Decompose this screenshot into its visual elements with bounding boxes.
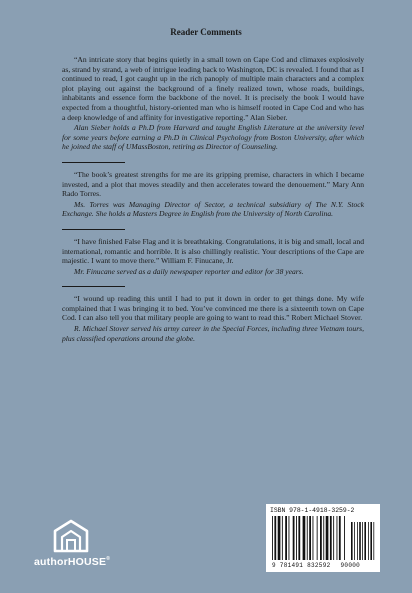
comments-body: [62, 55, 364, 343]
comment-bio: R. Michael Stover served his army career in the Special Forces, including three Vietnam tours, plus classified operations around the globe.: [62, 324, 364, 343]
barcode-icon: [271, 516, 375, 562]
ean-label: 9 781491 832592 90000: [272, 562, 361, 569]
publisher-logo: [34, 519, 114, 579]
divider: [62, 286, 125, 287]
house-logo-icon: [52, 519, 90, 553]
comment-bio: Alan Sieber holds a Ph.D from Harvard and taught English Literature at the university level for some years before earning a Ph.D in Clinical Psychology from Boston University, after which he joined the staff of UMassBoston, retiring as Director of Counseling.: [62, 123, 364, 152]
comment-quote: “I wound up reading this until I had to put it down in order to get things done. My wife complained that I was bringing it to bed. You’ve convinced me there is a sixteenth town on Cape Cod. I can also tell you that military people are going to want to read this.” Robert Michael Stover.: [62, 294, 364, 323]
comment-quote: “An intricate story that begins quietly in a small town on Cape Cod and climaxes explosively as, strand by strand, a web of intrigue leading back to Washington, DC is revealed. I found that as I continued to read, I got caught up in the rich panoply of multiple main characters and a complex plot playing out against the background of a finely realized town, whose roads, buildings, inhabitants and essence form the backbone of the novel. It is precisely the book I would have expected from a thoughtful, history-oriented man who is himself rooted in Cape Cod and who has a deep knowledge of and affinity for investigative reporting.” Alan Sieber.: [62, 55, 364, 122]
isbn-label: ISBN 978-1-4918-3259-2: [270, 507, 355, 514]
divider: [62, 229, 125, 230]
publisher-name: authorHOUSE®: [34, 556, 111, 568]
comment-bio: Mr. Finucane served as a daily newspaper reporter and editor for 38 years.: [74, 266, 304, 276]
page-title: Reader Comments: [170, 27, 242, 37]
divider: [62, 162, 125, 163]
comment-quote: “I have finished False Flag and it is breathtaking. Congratulations, it is big and small, local and international, romantic and horrible. It is also chillingly realistic. Your descriptions of the Cape are majestic. I want to move there.” William F. Finucane, Jr.: [62, 236, 364, 266]
comment-quote: “The book’s greatest strengths for me are its gripping premise, characters in which I became invested, and a plot that moves steadily and then accelerates toward the denouement.” Mary Ann Rado Torres.: [62, 169, 364, 199]
barcode-box: [266, 504, 380, 572]
comment-bio: Ms. Torres was Managing Director of Sector, a technical subsidiary of The N.Y. Stock Exchange. She holds a Masters Degree in English from the University of North Carolina.: [62, 199, 364, 219]
